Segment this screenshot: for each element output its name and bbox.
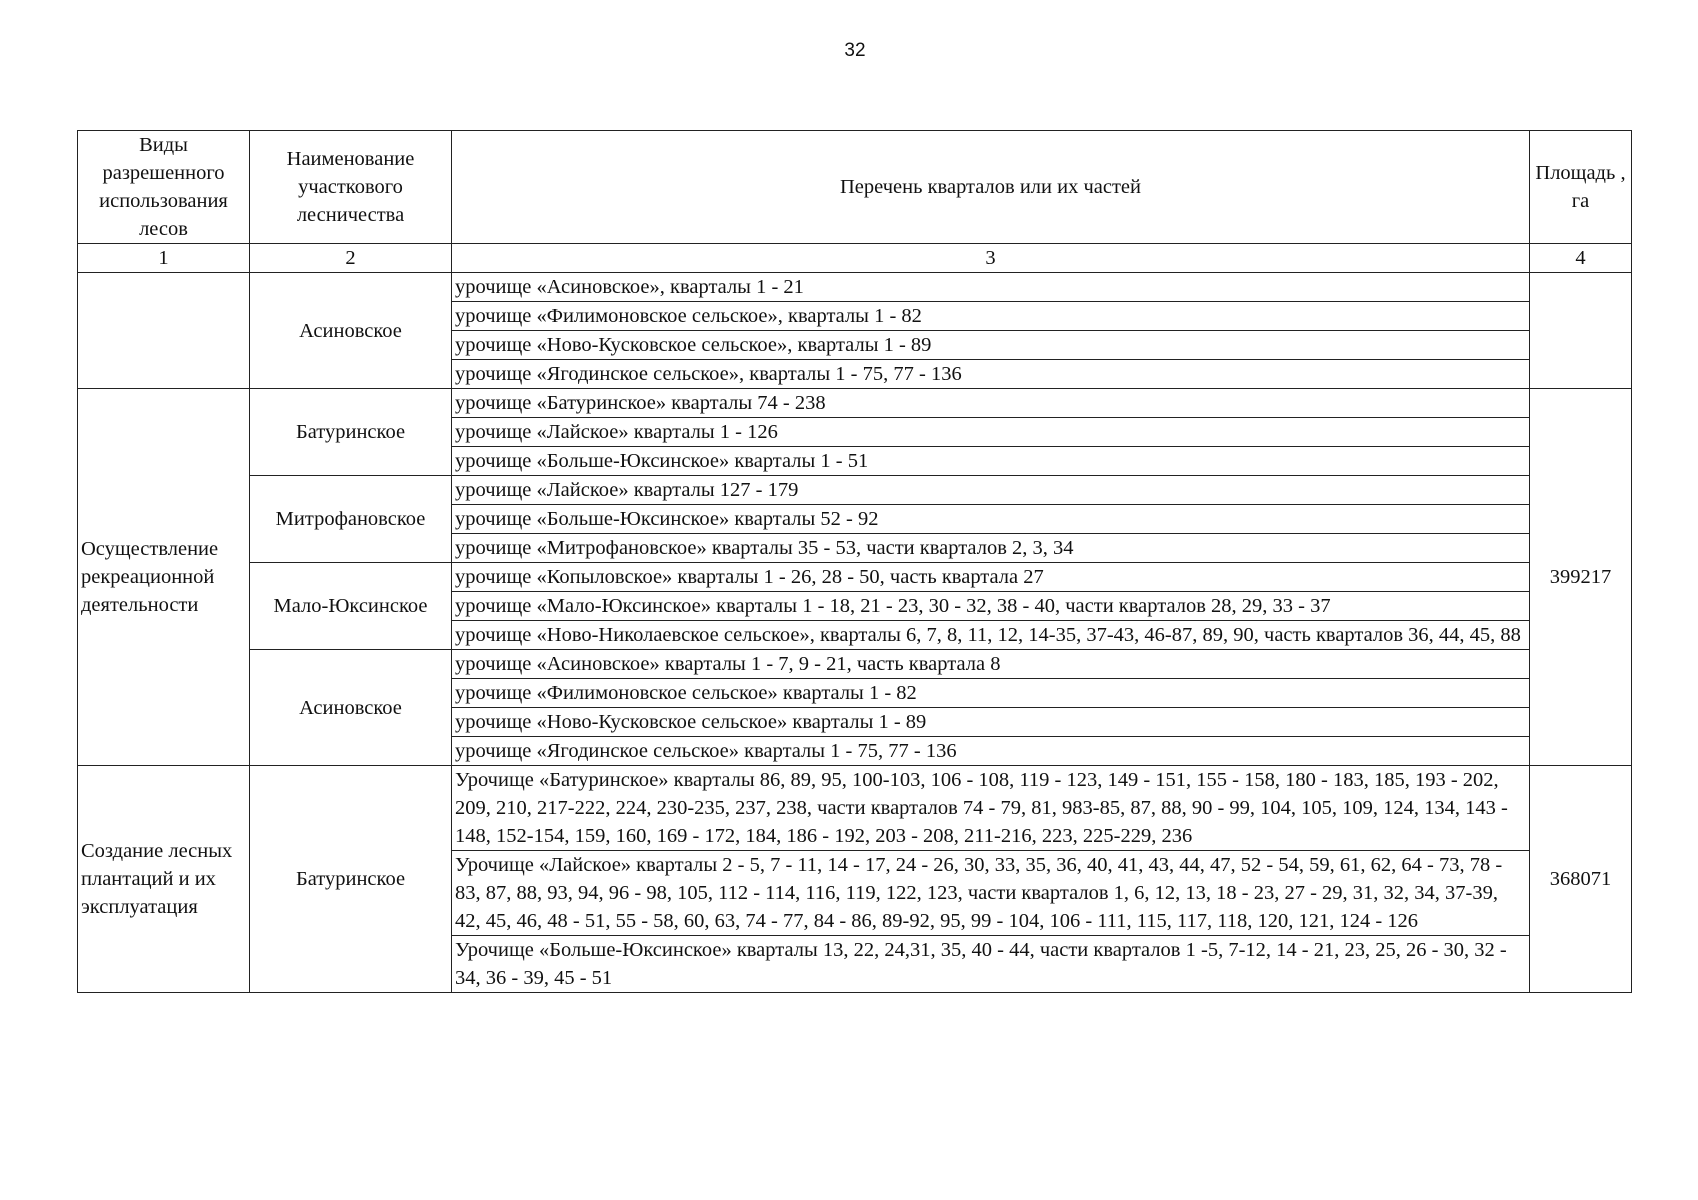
use-type-cell: Осуществление рекреационной деятельности bbox=[78, 389, 250, 766]
column-number-row bbox=[78, 244, 1632, 273]
table-row bbox=[78, 389, 1632, 418]
header-quarters-list: Перечень кварталов или их частей bbox=[452, 131, 1530, 244]
column-number: 2 bbox=[250, 244, 452, 273]
forestry-name-cell: Асиновское bbox=[250, 273, 452, 389]
quarter-entry: урочище «Ново-Кусковское сельское» кварталы 1 - 89 bbox=[452, 708, 1530, 737]
quarter-entry: урочище «Ягодинское сельское», кварталы 1 - 75, 77 - 136 bbox=[452, 360, 1530, 389]
quarter-entry: урочище «Филимоновское сельское», кварталы 1 - 82 bbox=[452, 302, 1530, 331]
quarter-entry: урочище «Мало-Юксинское» кварталы 1 - 18, 21 - 23, 30 - 32, 38 - 40, части кварталов 28, 29, 33 - 37 bbox=[452, 592, 1530, 621]
table-row bbox=[78, 766, 1632, 851]
header-row bbox=[78, 131, 1632, 244]
forestry-name-cell: Асиновское bbox=[250, 650, 452, 766]
page-number: 32 bbox=[844, 40, 866, 61]
area-cell: 399217 bbox=[1530, 389, 1632, 766]
quarter-entry: Урочище «Лайское» кварталы 2 - 5, 7 - 11, 14 - 17, 24 - 26, 30, 33, 35, 36, 40, 41, 43, 44, 47, 52 - 54, 59, 61, 62, 64 - 73, 78 - 83, 87, 88, 93, 94, 96 - 98, 105, 112 - 114, 116, 119, 122, 123, части кварталов 1, 6, 12, 13, 18 - 23, 27 - 29, 31, 32, 34, 37-39, 42, 45, 46, 48 - 51, 55 - 58, 60, 63, 74 - 77, 84 - 86, 89-92, 95, 99 - 104, 106 - 111, 115, 117, 118, 120, 121, 124 - 126 bbox=[452, 851, 1530, 936]
forestry-name-cell: Батуринское bbox=[250, 389, 452, 476]
table-row bbox=[78, 650, 1632, 679]
quarter-entry: урочище «Асиновское», кварталы 1 - 21 bbox=[452, 273, 1530, 302]
forest-use-table bbox=[77, 130, 1632, 993]
area-cell bbox=[1530, 273, 1632, 389]
quarter-entry: урочище «Филимоновское сельское» кварталы 1 - 82 bbox=[452, 679, 1530, 708]
column-number: 4 bbox=[1530, 244, 1632, 273]
table-row bbox=[78, 476, 1632, 505]
quarter-entry: урочище «Ново-Николаевское сельское», кварталы 6, 7, 8, 11, 12, 14-35, 37-43, 46-87, 89, 90, часть кварталов 36, 44, 45, 88 bbox=[452, 621, 1530, 650]
quarter-entry: Урочище «Батуринское» кварталы 86, 89, 95, 100-103, 106 - 108, 119 - 123, 149 - 151, 155 - 158, 180 - 183, 185, 193 - 202, 209, 210, 217-222, 224, 230-235, 237, 238, части кварталов 74 - 79, 81, 983-85, 87, 88, 90 - 99, 104, 105, 109, 124, 134, 143 - 148, 152-154, 159, 160, 169 - 172, 184, 186 - 192, 203 - 208, 211-216, 223, 225-229, 236 bbox=[452, 766, 1530, 851]
quarter-entry: Урочище «Больше-Юксинское» кварталы 13, 22, 24,31, 35, 40 - 44, части кварталов 1 -5, 7-12, 14 - 21, 23, 25, 26 - 30, 32 - 34, 36 - 39, 45 - 51 bbox=[452, 936, 1530, 993]
area-cell: 368071 bbox=[1530, 766, 1632, 993]
quarter-entry: урочище «Больше-Юксинское» кварталы 1 - 51 bbox=[452, 447, 1530, 476]
quarter-entry: урочище «Батуринское» кварталы 74 - 238 bbox=[452, 389, 1530, 418]
quarter-entry: урочище «Лайское» кварталы 127 - 179 bbox=[452, 476, 1530, 505]
forestry-name-cell: Батуринское bbox=[250, 766, 452, 993]
column-number: 3 bbox=[452, 244, 1530, 273]
quarter-entry: урочище «Больше-Юксинское» кварталы 52 - 92 bbox=[452, 505, 1530, 534]
table-row bbox=[78, 273, 1632, 302]
quarter-entry: урочище «Лайское» кварталы 1 - 126 bbox=[452, 418, 1530, 447]
table-row bbox=[78, 563, 1632, 592]
forestry-name-cell: Митрофановское bbox=[250, 476, 452, 563]
quarter-entry: урочище «Ягодинское сельское» кварталы 1 - 75, 77 - 136 bbox=[452, 737, 1530, 766]
header-area: Площадь , га bbox=[1530, 131, 1632, 244]
quarter-entry: урочище «Ново-Кусковское сельское», кварталы 1 - 89 bbox=[452, 331, 1530, 360]
quarter-entry: урочище «Копыловское» кварталы 1 - 26, 28 - 50, часть квартала 27 bbox=[452, 563, 1530, 592]
quarter-entry: урочище «Асиновское» кварталы 1 - 7, 9 - 21, часть квартала 8 bbox=[452, 650, 1530, 679]
forestry-name-cell: Мало-Юксинское bbox=[250, 563, 452, 650]
header-use-type: Виды разрешенного использования лесов bbox=[78, 131, 250, 244]
use-type-cell: Создание лесных плантаций и их эксплуатация bbox=[78, 766, 250, 993]
header-forestry-name: Наименование участкового лесничества bbox=[250, 131, 452, 244]
use-type-cell bbox=[78, 273, 250, 389]
column-number: 1 bbox=[78, 244, 250, 273]
quarter-entry: урочище «Митрофановское» кварталы 35 - 53, части кварталов 2, 3, 34 bbox=[452, 534, 1530, 563]
